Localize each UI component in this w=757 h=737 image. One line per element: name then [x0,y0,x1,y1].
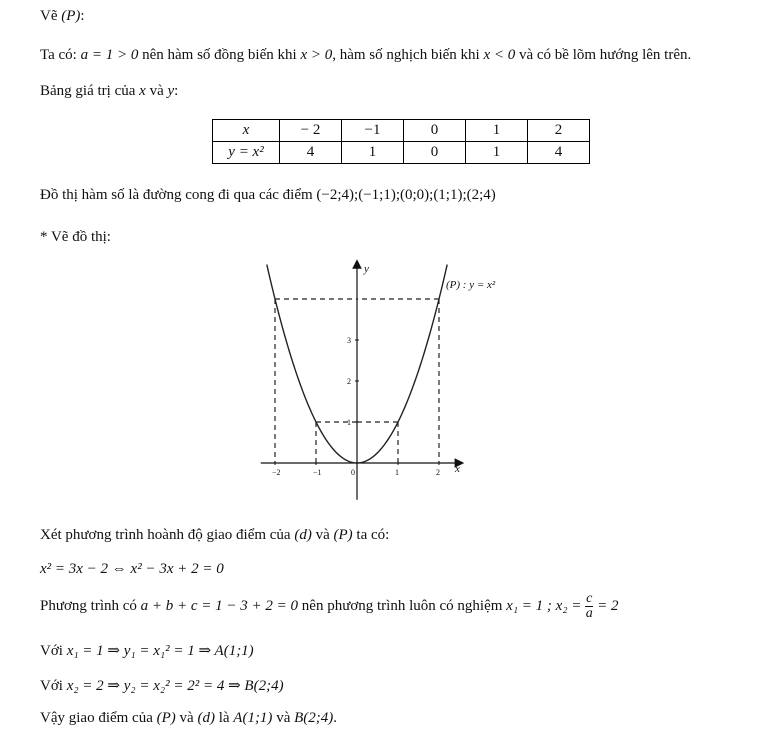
intersection-intro: Xét phương trình hoành độ giao điểm của (d) và (P) ta có: [40,527,390,543]
y-axis-label: y [364,263,369,275]
solution-line: Phương trình có a + b + c = 1 − 3 + 2 = 0 nên phương trình luôn có nghiệm x₁ = 1 ; x₂ = $\frac{c}{a}$ = 2 [40,591,619,621]
y-tick-label: 1 [347,418,351,427]
draw-heading: * Vẽ đồ thị: [40,229,111,245]
value-table [212,119,590,164]
x-axis-label: x [455,463,460,475]
table-cell: 4 [280,142,342,164]
x-tick-label: −1 [313,468,322,477]
monotonic-statement: Ta có: a = 1 > 0 nên hàm số đồng biến khi x > 0, hàm số nghịch biến khi x < 0 và có bề lõm hướng lên trên. [40,47,692,63]
table-cell: 0 [404,120,466,142]
conclusion: Vậy giao điểm của (P) và (d) là A(1;1) và B(2;4). [40,710,338,726]
table-row [213,142,590,164]
fraction: $\frac{c}{a}$ [585,591,593,621]
y-tick-label: 2 [347,377,351,386]
x-tick-label: 1 [395,468,399,477]
section-heading: Vẽ (P): [40,8,85,24]
table-cell: 1 [466,142,528,164]
case-2: Với x₂ = 2 ⇒ y₂ = x₂² = 2² = 4 ⇒ B(2;4) [40,678,284,694]
curve-label: (P) : y = x² [446,279,496,291]
table-cell: 2 [528,120,590,142]
parabola-graph [250,258,520,504]
table-cell: −1 [342,120,404,142]
table-intro: Bảng giá trị của x và y: [40,83,179,99]
case-1: Với x₁ = 1 ⇒ y₁ = x₁² = 1 ⇒ A(1;1) [40,643,254,659]
table-cell: − 2 [280,120,342,142]
x-tick-label: −2 [272,468,281,477]
y-tick-label: 3 [347,336,351,345]
graph-points-line: Đồ thị hàm số là đường cong đi qua các điểm (−2;4);(−1;1);(0;0);(1;1);(2;4) [40,187,496,203]
table-cell: x [213,120,280,142]
table-cell: 1 [342,142,404,164]
x-tick-label: 2 [436,468,440,477]
table-row [213,120,590,142]
table-cell: y = x² [213,142,280,164]
equation-1: x² = 3x − 2 ⇔ x² − 3x + 2 = 0 [40,561,224,577]
table-cell: 0 [404,142,466,164]
table-cell: 1 [466,120,528,142]
table-cell: 4 [528,142,590,164]
x-tick-label: 0 [351,468,355,477]
